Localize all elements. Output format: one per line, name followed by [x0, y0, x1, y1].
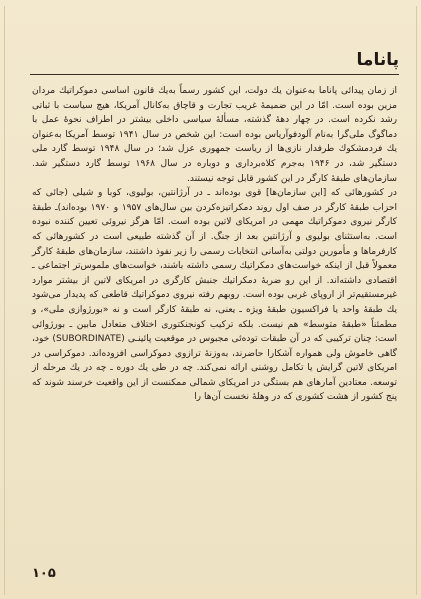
page-title: پاناما [356, 50, 399, 70]
paragraph-1: از زمان پیدائی پاناما به‌عنوان یك دولت، این كشور رسماً به‌یك قانون اساسی دموكراتیك مردان مزین بوده است. امّا در این ضمیمهٔ غریب تجارت و قاچاق به‌كانال آمریكا، هیچ سیاست با ثباتی رشد نكرده است. در چهار دههٔ گذشته، مسألهٔ سیاسی داخلی بیشتر در اطراف نحوهٔ عمل با دماگوگ ملی‌گرا به‌نام آلودفوآریاس بوده است: این شخص در سال ۱۹۴۱ توسط آمریكا به‌عنوان یك فردمشكوك طرفدار نازی‌ها از ریاست جمهوری عزل شد؛ در سال ۱۹۴۸ توسط گارد ملی دستگیر شد، در ۱۹۴۶ به‌جرم كلاه‌برداری و دوباره در سال ۱۹۶۸ توسط گارد دستگیر شد. سازمان‌های طبقهٔ كارگر در این كشور قابل توجه نیستند. [32, 86, 398, 184]
header-rule [30, 74, 399, 75]
running-header [30, 42, 399, 76]
page-number: ۱۰۵ [32, 566, 56, 581]
paragraph-2: در كشورهائی كه [این سازمان‌ها] قوی بوده‌اند ـ در آرژانتین، بولیوی، كوبا و شیلی (جائی كه احزاب طبقهٔ كارگر در صف اول روند دمكراتیزه‌كردن بین سال‌های ۱۹۵۷ و ۱۹۷۰ بوده‌اند)ـ طبقهٔ كارگر نیروی دموكراتیك مهمی در امریكای لاتین بوده است. امّا هرگز نیروئی تعیین كننده نبوده است. به‌استثنای بولیوی و آرژانتین بعد از جنگ. از آن گذشته طبیعی است در كشورهائی كه كارفرماها و مأمورین دولتی به‌آسانی انتخابات رسمی را زیر نفوذ داشتند، سازمان‌های طبقهٔ كارگر معمولاً قبل از اینكه خواست‌های دمكراتیك رسمی داشته باشند، خواست‌های ملموس‌تر اجتماعی ـ اقتصادی داشته‌اند. از این رو ضربهٔ دمكراتیك جنبش كارگری در امریكای لاتین از بیشتر موارد غیرمستقیم‌تر از اروپای غربی بوده است. روبهم رفته نیروی دموكراتیك قاطعی كه پدیدار می‌شود یك طبقهٔ واحد یا فراكسیون طبقهٔ ویژه ـ یعنی، نه طبقهٔ كارگر است و نه «بورژوازی ملی»، و مطمئناً «طبقهٔ متوسط» هم نیست. بلكه تركیب كونجنكتوری اختلاف متعادل مابین ـ بورژوائی است: چنان تركیبی كه در آن طبقات توده‌ئی مجبوس در موقعیت پائینـی (SUBORDINATE) خود، گاهی خاموش ولی همواره آشكارا حاضرند، به‌وزنهٔ ترازوی دموكراسی افزوده‌اند. دموكراسی در امریكای لاتین گرایش یا تكامل روشنی ارائه نمی‌كند. چه در طی یك دوره ـ چه در یك مرحله از توسعه. معتادین آمارهای هم بستگی در امریكای شمالی ممكنست از این واقعیت خرسند شوند كه پنج كشور از هشت كشوری كه در وهلهٔ نخست آن‌ها را [32, 188, 397, 403]
body-text [32, 84, 397, 405]
